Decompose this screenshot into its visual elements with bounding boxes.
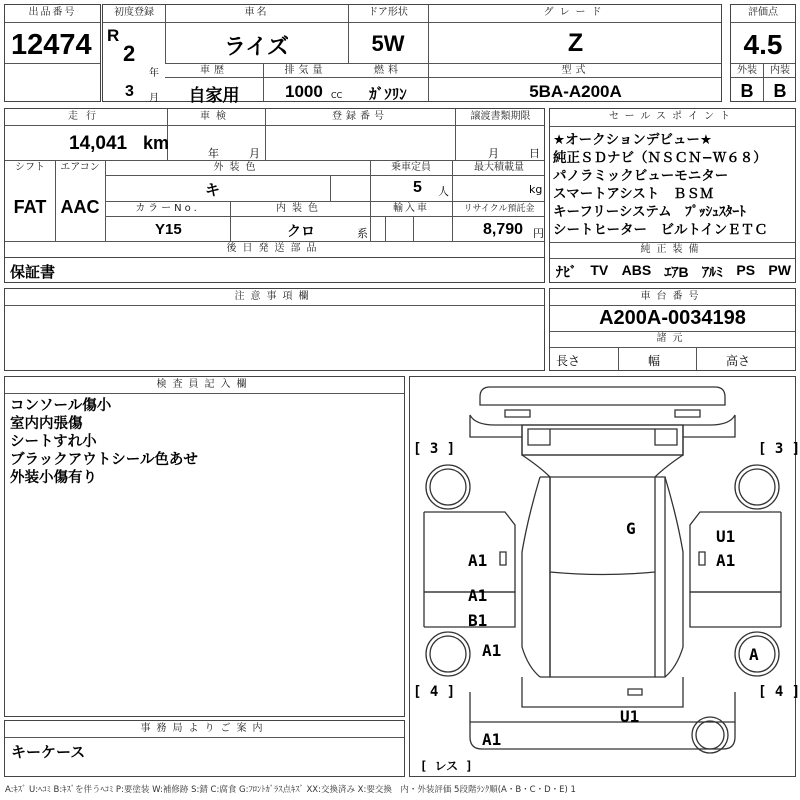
aircon-header: エアコン: [60, 162, 100, 173]
mark-a1-left-front: A1: [468, 551, 488, 570]
equip-ps: PS: [736, 262, 756, 278]
details-box: [4, 108, 545, 258]
color-no-header: カラーNo.: [135, 203, 200, 214]
sales-point-3: パノラミックビューモニター: [553, 168, 729, 184]
recycle-header: リサイクル預託金: [463, 204, 535, 214]
capacity-header: 乗車定員: [391, 162, 431, 173]
shift-header: シフト: [15, 162, 45, 173]
mark-a1-left-rear: A1: [482, 641, 502, 660]
int-color-header: 内装色: [276, 203, 324, 214]
sales-point-4: スマートアシスト ＢＳＭ: [553, 186, 714, 202]
reg-year: 2: [123, 41, 136, 66]
inspection-header: 車検: [200, 111, 232, 122]
history-header: 車歴: [200, 65, 228, 76]
transfer-month-unit: 月: [488, 147, 499, 160]
car-diagram-box: [409, 376, 800, 777]
mileage-header: 走行: [68, 111, 104, 122]
score-box: [730, 4, 796, 102]
spec-width: 幅: [648, 354, 661, 368]
door-type: 5W: [371, 31, 405, 56]
car-name-header: 車名: [244, 7, 269, 18]
sales-points-box: [549, 108, 796, 283]
shift: FAT: [13, 197, 47, 217]
sales-point-5: キーフリーシステム ﾌﾟｯｼｭｽﾀｰﾄ: [553, 204, 746, 220]
vehicle-info-box: [102, 4, 722, 105]
ext-color: キ: [205, 182, 221, 199]
era: R: [107, 26, 120, 45]
sales-point-1: ★オークションデビュー★: [553, 132, 712, 148]
car-name: ライズ: [223, 34, 290, 59]
chassis-header: 車台番号: [640, 291, 705, 302]
office-box: [4, 720, 405, 777]
notes-header: 注意事項欄: [234, 291, 315, 302]
grade-header: グレード: [543, 7, 608, 18]
exterior-score: B: [740, 81, 754, 101]
model-code: 5BA-A200A: [529, 82, 622, 101]
ext-color-header: 外装色: [213, 162, 262, 173]
int-color-suffix: 系: [357, 227, 368, 240]
capacity: 5: [413, 179, 422, 196]
interior-header: 内装: [770, 65, 790, 76]
month-unit: 月: [149, 93, 159, 104]
mark-a1-left-mid: A1: [468, 586, 488, 605]
load-unit: kg: [529, 183, 543, 196]
inspector-box: [4, 376, 405, 717]
mark-u1-rear: U1: [620, 707, 640, 726]
inspector-note-4: ブラックアウトシール色あせ: [10, 452, 198, 468]
equip-abs: ABS: [621, 262, 652, 278]
first-reg-header: 初度登録: [114, 7, 154, 18]
specs-header: 諸元: [656, 333, 689, 344]
chassis-box: [549, 288, 796, 371]
import-header: 輸入車: [393, 203, 429, 214]
history: 自家用: [188, 86, 240, 105]
mark-b1-left: B1: [468, 611, 488, 630]
inspector-note-3: シートすれ小: [10, 434, 97, 450]
sales-points-header: セールスポイント: [608, 111, 737, 122]
spare-tire: [ レス ]: [420, 759, 473, 773]
door-header: ドア形状: [368, 7, 408, 18]
notes-box: [4, 288, 545, 371]
capacity-unit: 人: [438, 185, 449, 198]
transfer-header: 譲渡書類期限: [470, 111, 531, 122]
inspector-header: 検査員記入欄: [156, 379, 253, 390]
recycle-fee: 8,790: [483, 221, 524, 238]
equip-airbag: ｴｱB: [664, 264, 689, 280]
km-unit: km: [143, 133, 170, 153]
spec-length: 長さ: [556, 354, 581, 368]
score: 4.5: [743, 29, 783, 60]
mark-u1-right: U1: [716, 527, 736, 546]
fuel: ｶﾞｿﾘﾝ: [369, 86, 407, 103]
exterior-header: 外装: [737, 65, 757, 76]
std-equip-header: 純正装備: [640, 244, 705, 255]
chassis-number: A200A-0034198: [599, 307, 746, 329]
lot-number-box: [4, 4, 101, 102]
inspection-month-unit: 月: [249, 147, 260, 160]
tire-rear-right: [ 4 ]: [758, 684, 800, 700]
spec-height: 高さ: [726, 354, 751, 368]
inspector-note-1: コンソール傷小: [10, 398, 112, 414]
mark-a1-bottom: A1: [482, 730, 502, 749]
mark-g: G: [626, 519, 636, 538]
equip-alloy: ｱﾙﾐ: [702, 264, 724, 280]
fuel-header: 燃料: [374, 65, 402, 76]
grade: Z: [567, 29, 584, 57]
lot-number-header: 出品番号: [28, 7, 77, 18]
mileage: 14,041: [69, 133, 128, 154]
tire-rear-left: [ 4 ]: [413, 684, 456, 700]
later-parts: 保証書: [10, 264, 56, 281]
lot-number: 12474: [11, 29, 92, 61]
transfer-day-unit: 日: [529, 147, 540, 160]
score-header: 評価点: [748, 7, 778, 18]
sales-point-2: 純正ＳＤナビ（ＮＳＣＮ−Ｗ６８）: [553, 150, 767, 166]
aircon: AAC: [60, 197, 100, 217]
equip-tv: TV: [590, 262, 609, 278]
car-diagram: [410, 377, 795, 776]
tire-front-left: [ 3 ]: [413, 441, 456, 457]
tire-front-right: [ 3 ]: [758, 441, 800, 457]
color-no: Y15: [155, 221, 182, 238]
sales-point-6: シートヒーター ビルトインＥＴＣ: [553, 222, 768, 238]
mark-a-right: A: [749, 645, 759, 664]
max-load-header: 最大積載量: [474, 162, 524, 173]
reg-month: 3: [125, 83, 134, 100]
year-unit: 年: [149, 68, 159, 79]
cc-unit: CC: [331, 91, 343, 100]
inspector-note-5: 外装小傷有り: [10, 470, 97, 486]
yen-unit: 円: [533, 227, 544, 240]
interior-score: B: [773, 81, 787, 101]
equip-pw: PW: [768, 262, 791, 278]
displacement-header: 排気量: [284, 65, 327, 76]
equip-navi: ﾅﾋﾞ: [556, 264, 577, 280]
inspector-note-2: 室内内張傷: [10, 416, 83, 432]
office-header: 事務局よりご案内: [140, 723, 269, 734]
legend: A:ｷｽﾞ U:ﾍｺﾐ B:ｷｽﾞを伴うﾍｺﾐ P:要塗装 W:補修跡 S:錆 C:腐食 G:ﾌﾛﾝﾄｶﾞﾗｽ点ｷｽﾞ XX:交換済み X:要交換 内・外装評価 5段階ﾗﾝｸ順(A・B・C・D・E) 1: [5, 785, 576, 795]
mark-a1-right: A1: [716, 551, 736, 570]
displacement: 1000: [285, 82, 323, 101]
model-code-header: 型式: [561, 65, 590, 76]
reg-no-header: 登録番号: [332, 111, 388, 122]
inspection-year-unit: 年: [208, 147, 219, 160]
office-notes: キーケース: [11, 744, 86, 761]
later-parts-header: 後日発送部品: [226, 243, 323, 254]
later-parts-box: [4, 257, 545, 283]
int-color: クロ: [287, 223, 315, 239]
